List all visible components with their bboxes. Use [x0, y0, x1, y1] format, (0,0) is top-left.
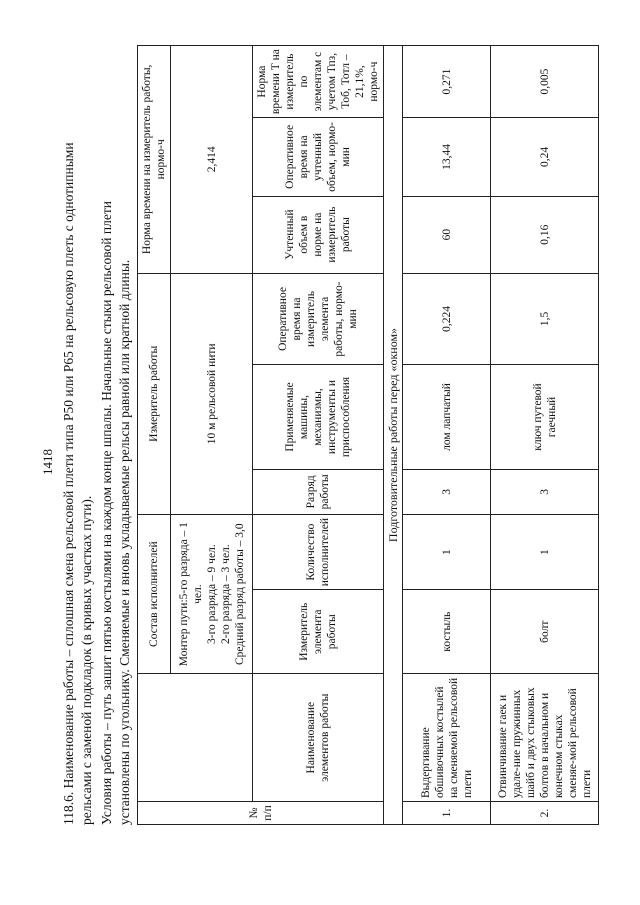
meter-value: 10 м рельсовой нити — [171, 273, 253, 514]
crew-line: 3-го разряда – 9 чел. — [205, 544, 218, 644]
header-name-spacer — [138, 674, 253, 802]
row-tool: лом лапчатый — [403, 365, 491, 469]
row-count: 1 — [403, 515, 491, 590]
header-line-3: Условия работы – путь зашит пятью костылями на каждом конце шпалы. Начальные стыки рельсовой плети — [99, 201, 114, 825]
header-norm-title: Норма времени на измеритель работы, нормо-ч — [138, 46, 171, 274]
header-name: Наименование элементов работы — [253, 674, 384, 802]
row-op-time: 1,5 — [491, 273, 599, 365]
header-line-4: установлены по угольнику. Сменяемые и вновь укладываемые рельсы равной или кратной длины. — [117, 259, 132, 825]
header-grade: Разряд работы — [253, 469, 384, 514]
header-op-time: Оперативное время на измеритель элемента работы, нормо-мин — [253, 273, 384, 365]
row-volume: 60 — [403, 196, 491, 273]
row-name: Выдергивание обшивочных костылей на сменяемой рельсовой плети — [403, 674, 491, 802]
row-count: 1 — [491, 515, 599, 590]
row-op-volume: 13,44 — [403, 118, 491, 196]
header-meter-title: Измеритель работы — [138, 273, 171, 514]
row-grade: 3 — [403, 469, 491, 514]
crew-line: 2-го разряда – 3 чел. — [219, 544, 232, 644]
header-op-volume: Оперативное время на учтенный объем, нормо-мин — [253, 118, 384, 196]
header-norm-T: Норма времени Т на измеритель по элементам с учетом Тпз, Тоб, Тотл – 21,1%, нормо-ч — [253, 46, 384, 118]
crew-cell — [171, 515, 253, 674]
table-row — [403, 46, 491, 825]
section-title: Подготовительные работы перед «окном» — [384, 46, 403, 825]
row-tool: ключ путевой гаечный — [491, 365, 599, 469]
row-norm: 0,271 — [403, 46, 491, 118]
row-no: 2. — [491, 802, 599, 825]
row-volume: 0,16 — [491, 196, 599, 273]
row-meter: костыль — [403, 590, 491, 674]
norm-table — [137, 45, 599, 825]
row-meter: болт — [491, 590, 599, 674]
header-volume: Учтенный объем в норме на измеритель работы — [253, 196, 384, 273]
header-line-2: рельсами с заменой подкладок (в кривых участках пути). — [79, 495, 94, 825]
row-op-time: 0,224 — [403, 273, 491, 365]
row-grade: 3 — [491, 469, 599, 514]
header-line-1: 118.6. Наименование работы – сплошная смена рельсовой плети типа Р50 или Р65 на рельсовую плеть с однотипными — [61, 142, 76, 825]
header-count: Количество исполнителей — [253, 515, 384, 590]
row-name: Отвинчивание гаек и удале-ние пружинных шайб и двух стыковых болтов в начальном и конечном стыках сменяе-мой рельсовой плети — [491, 674, 599, 802]
page-number: 1418 — [40, 449, 55, 475]
header-crew-title: Состав исполнителей — [138, 515, 171, 674]
header-tools: Применяемые машины, механизмы, инструменты и приспособления — [253, 365, 384, 469]
row-no: 1. — [403, 802, 491, 825]
header-no: № п/п — [138, 802, 384, 825]
row-op-volume: 0,24 — [491, 118, 599, 196]
crew-line: Средний разряд работы – 3,0 — [233, 523, 246, 665]
header-element-meter: Измеритель элемента работы — [253, 590, 384, 674]
row-norm: 0,005 — [491, 46, 599, 118]
table-row — [491, 46, 599, 825]
crew-line: Монтер пути:5-го разряда – 1 чел. — [177, 522, 204, 667]
norm-value: 2,414 — [171, 46, 253, 274]
